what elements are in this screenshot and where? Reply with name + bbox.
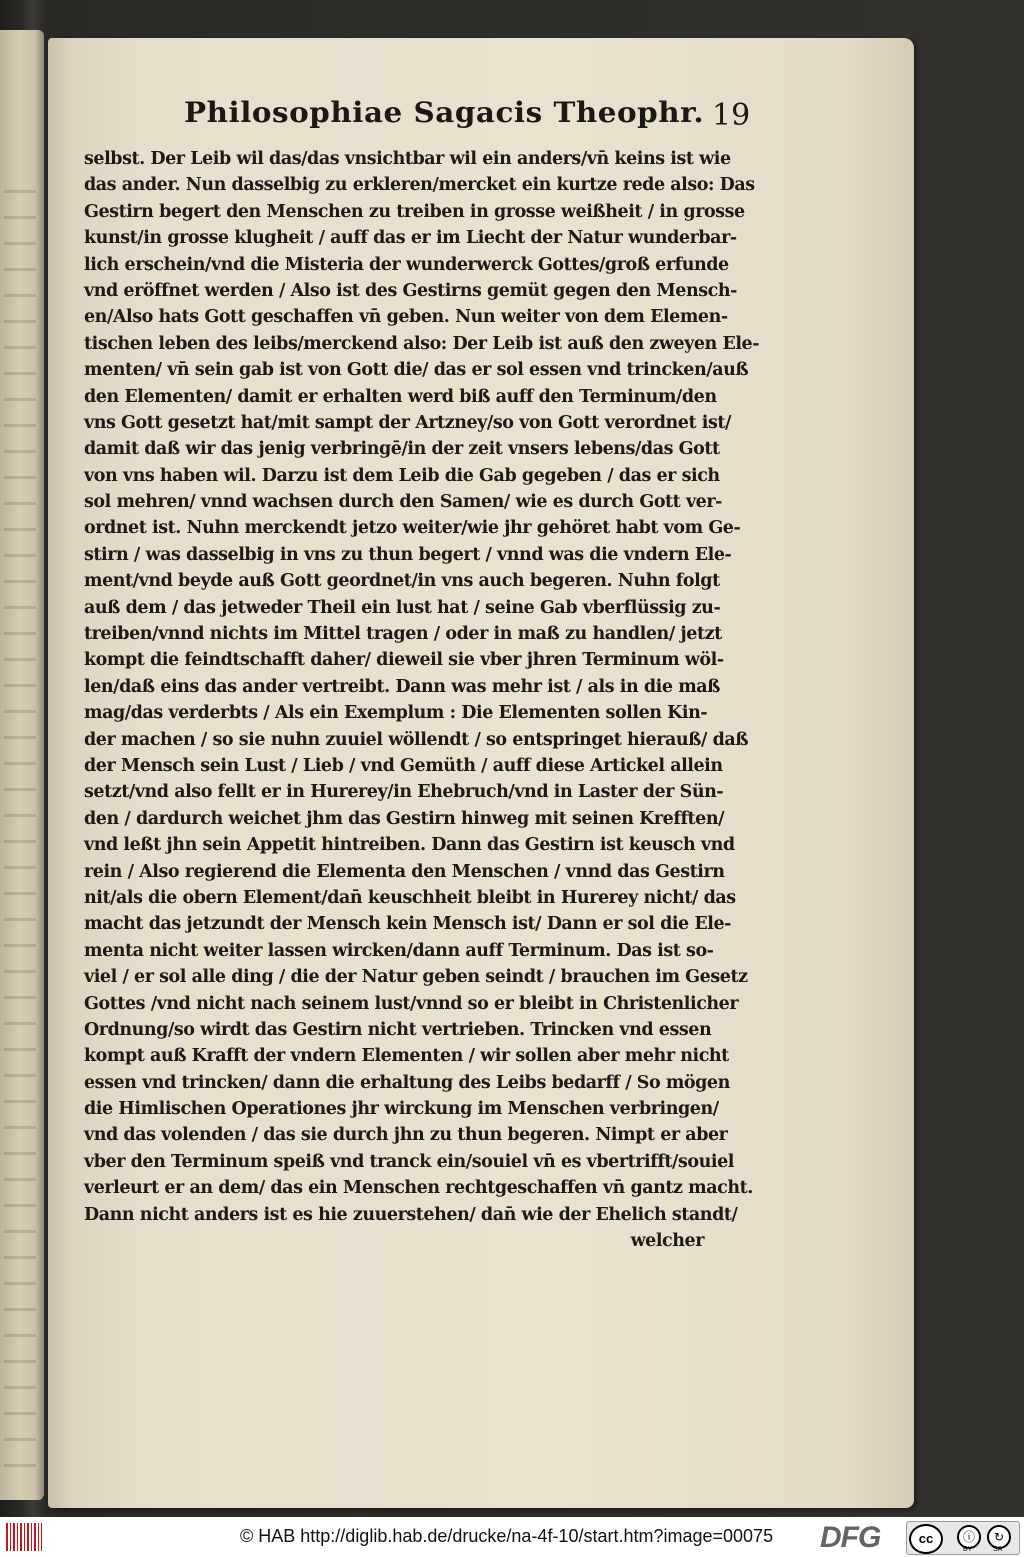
text-line: stirn / was dasselbig in vns zu thun begert / vnnd was die vndern Ele-	[84, 544, 732, 565]
text-line: mag/das verderbts / Als ein Exemplum : Die Elementen sollen Kin-	[84, 703, 708, 724]
folio-number: 19	[712, 98, 751, 133]
cc-icon: cc	[909, 1524, 943, 1554]
text-line: kompt die feindtschafft daher/ dieweil sie vber jhren Terminum wöl-	[84, 650, 724, 671]
text-line: verleurt er an dem/ das ein Menschen rechtgeschaffen vn̄ gantz macht.	[84, 1178, 753, 1199]
text-line: vnd leßt jhn sein Appetit hintreiben. Dann das Gestirn ist keusch vnd	[84, 835, 735, 856]
running-title: Philosophiae Sagacis Theophr.	[184, 96, 705, 129]
text-line: Ordnung/so wirdt das Gestirn nicht vertrieben. Trincken vnd essen	[84, 1019, 712, 1040]
text-line: en/Also hats Gott geschaffen vn̄ geben. Nun weiter von dem Elemen-	[84, 307, 728, 328]
text-line: lich erschein/vnd die Misteria der wunderwerck Gottes/groß erfunde	[84, 254, 729, 275]
barcode-icon	[6, 1523, 42, 1551]
text-line: ment/vnd beyde auß Gott geordnet/in vns auch begeren. Nuhn folgt	[84, 571, 720, 592]
viewer-footer	[0, 1517, 1024, 1557]
text-line: Gottes /vnd nicht nach seinem lust/vnnd so er bleibt in Christenlicher	[84, 993, 739, 1014]
text-line: vnd das volenden / das sie durch jhn zu thun begeren. Nimpt er aber	[84, 1125, 728, 1146]
facing-page-bleed	[4, 190, 36, 1470]
share-alike-icon: ↻	[987, 1525, 1011, 1549]
text-line: kompt auß Krafft der vndern Elementen / wir sollen aber mehr nicht	[84, 1046, 729, 1067]
text-line: vnd eröffnet werden / Also ist des Gestirns gemüt gegen den Mensch-	[84, 280, 737, 301]
text-line: treiben/vnnd nichts im Mittel tragen / oder in maß zu handlen/ jetzt	[84, 624, 722, 645]
text-line: ordnet ist. Nuhn merckendt jetzo weiter/wie jhr gehöret habt vom Ge-	[84, 518, 741, 539]
text-line: Gestirn begert den Menschen zu treiben in grosse weißheit / in grosse	[84, 201, 745, 222]
text-line: der Mensch sein Lust / Lieb / vnd Gemüth / auff diese Artickel allein	[84, 755, 723, 776]
text-line: len/daß eins das ander vertreibt. Dann was mehr ist / als in die maß	[84, 676, 720, 697]
catchword: welcher	[630, 1231, 704, 1252]
text-line: nit/als die obern Element/dan̄ keuschheit bleibt in Hurerey nicht/ das	[84, 887, 736, 908]
page-header	[184, 96, 751, 142]
text-line: macht das jetzundt der Mensch kein Mensch ist/ Dann er sol die Ele-	[84, 914, 731, 935]
text-line: den Elementen/ damit er erhalten werd biß auff den Terminum/den	[84, 386, 717, 407]
text-line: essen vnd trincken/ dann die erhaltung des Leibs bedarff / So mögen	[84, 1072, 730, 1093]
text-line: auß dem / das jetweder Theil ein lust hat / seine Gab vberflüssig zu-	[84, 597, 721, 618]
text-line: sol mehren/ vnnd wachsen durch den Samen/ wie es durch Gott ver-	[84, 492, 722, 513]
text-line: viel / er sol alle ding / die der Natur geben seindt / brauchen im Gesetz	[84, 967, 748, 988]
sa-label: SA	[993, 1546, 1003, 1553]
text-line: menta nicht weiter lassen wircken/dann auff Terminum. Das ist so-	[84, 940, 714, 961]
text-line: vber den Terminum speiß vnd tranck ein/souiel vn̄ es vbertrifft/souiel	[84, 1151, 734, 1172]
text-line: von vns haben wil. Darzu ist dem Leib die Gab gegeben / das er sich	[84, 465, 720, 486]
facing-page-edge	[0, 30, 44, 1500]
attribution-icon: ⓘ	[957, 1525, 981, 1549]
text-line: das ander. Nun dasselbig zu erkleren/mercket ein kurtze rede also: Das	[84, 175, 755, 196]
text-line: menten/ vn̄ sein gab ist von Gott die/ das er sol essen vnd trincken/auß	[84, 360, 749, 381]
text-line: der machen / so sie nuhn zuuiel wöllendt / so entspringet hierauß/ daß	[84, 729, 749, 750]
cc-license-badge[interactable]	[906, 1521, 1020, 1555]
text-line: setzt/vnd also fellt er in Hurerey/in Ehebruch/vnd in Laster der Sün-	[84, 782, 724, 803]
text-line: tischen leben des leibs/merckend also: Der Leib ist auß den zweyen Ele-	[84, 333, 760, 354]
text-line: damit daß wir das jenig verbringē/in der zeit vnsers lebens/das Gott	[84, 439, 720, 460]
by-label: BY	[963, 1546, 973, 1553]
source-credit[interactable]: © HAB http://diglib.hab.de/drucke/na-4f-10/start.htm?image=00075	[240, 1526, 774, 1546]
text-line: vns Gott gesetzt hat/mit sampt der Artzney/so von Gott verordnet ist/	[84, 412, 731, 433]
page-body-text	[84, 146, 760, 1254]
text-line: rein / Also regierend die Elementa den Menschen / vnnd das Gestirn	[84, 861, 725, 882]
text-line: kunst/in grosse klugheit / auff das er im Liecht der Natur wunderbar-	[84, 228, 737, 249]
text-line: die Himlischen Operationes jhr wirckung im Menschen verbringen/	[84, 1099, 719, 1120]
text-line: Dann nicht anders ist es hie zuuerstehen/ dan̄ wie der Ehelich standt/	[84, 1204, 738, 1225]
text-line: den / dardurch weichet jhm das Gestirn hinweg mit seinen Krefften/	[84, 808, 725, 829]
text-line: selbst. Der Leib wil das/das vnsichtbar wil ein anders/vn̄ keins ist wie	[84, 149, 731, 169]
dfg-logo: DFG	[820, 1521, 881, 1554]
